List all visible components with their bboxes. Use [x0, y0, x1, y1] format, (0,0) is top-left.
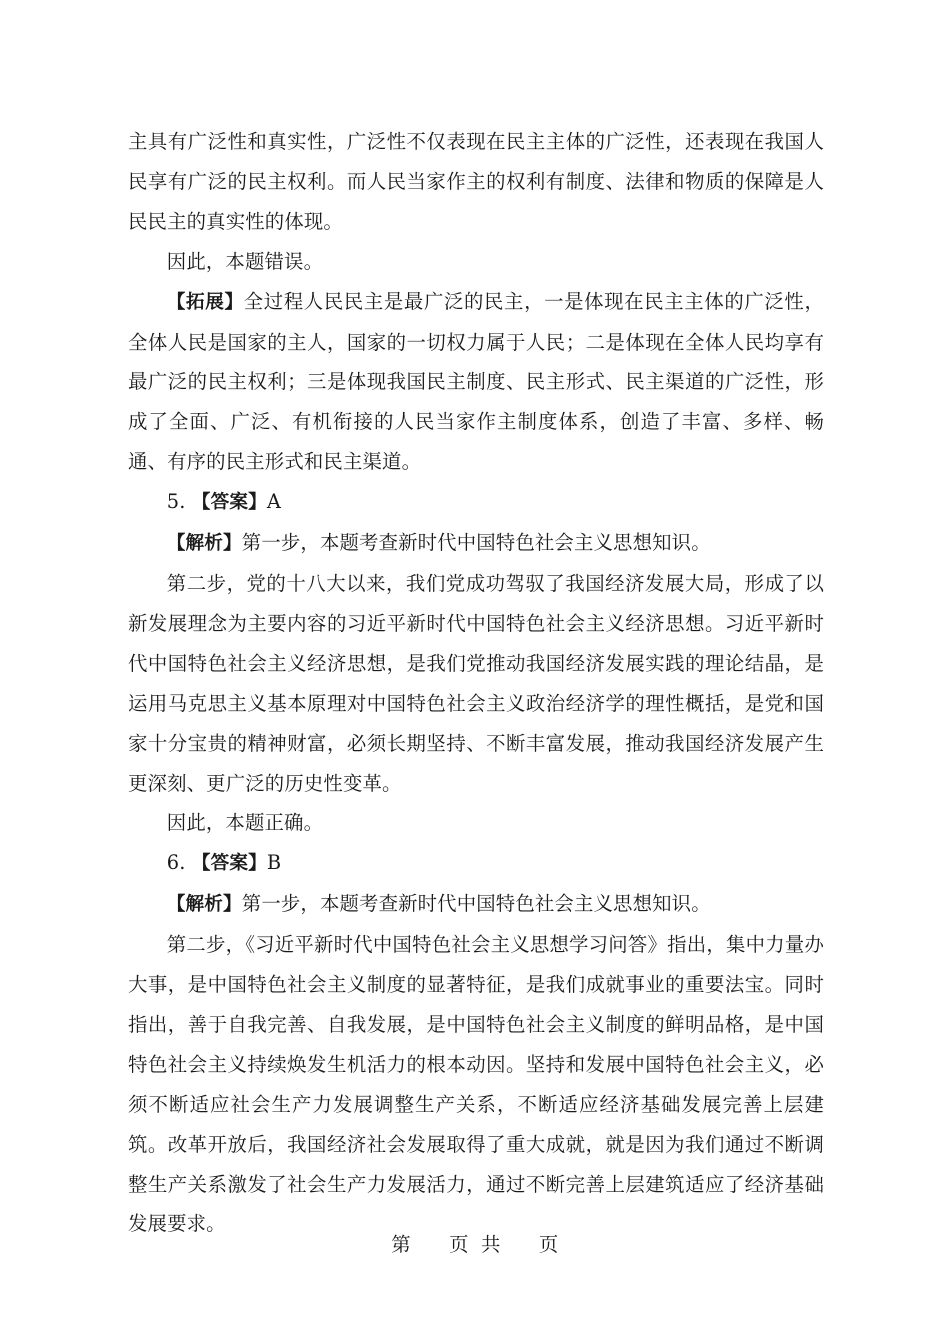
- extension-tag: 【拓展】: [166, 291, 244, 313]
- answer-tag: 【答案】: [191, 853, 267, 875]
- answer-5: [128, 482, 824, 523]
- analysis-6: [128, 884, 824, 925]
- paragraph-extension: [128, 282, 824, 483]
- paragraph-text: 第二步，党的十八大以来，我们党成功驾驭了我国经济发展大局，形成了以新发展理念为主要内容的习近平新时代中国特色社会主义经济思想。习近平新时代中国特色社会主义经济思想，是我们党推动我国经济发展实践的理论结晶，是运用马克思主义基本原理对中国特色社会主义政治经济学的理性概括，是党和国家十分宝贵的精神财富，必须长期坚持、不断丰富发展，推动我国经济发展产生更深刻、更广泛的历史性变革。: [128, 571, 824, 795]
- footer-gong: 共: [481, 1233, 501, 1256]
- paragraph-text: 第一步，本题考查新时代中国特色社会主义思想知识。: [241, 531, 711, 555]
- answer-value: B: [266, 851, 282, 875]
- question-number: 6.: [166, 851, 192, 875]
- paragraph-step2-q6: [128, 925, 824, 1244]
- paragraph-text: 因此，本题正确。: [166, 811, 324, 835]
- page-footer: [0, 1230, 950, 1260]
- answer-6: [128, 843, 824, 884]
- question-number: 5.: [166, 490, 192, 514]
- paragraph-text: 主具有广泛性和真实性，广泛性不仅表现在民主主体的广泛性，还表现在我国人民享有广泛的民主权利。而人民当家作主的权利有制度、法律和物质的保障是人民民主的真实性的体现。: [128, 130, 824, 233]
- paragraph-text: 第二步，《习近平新时代中国特色社会主义思想学习问答》指出，集中力量办大事，是中国特色社会主义制度的显著特征，是我们成就事业的重要法宝。同时指出，善于自我完善、自我发展，是中国特色社会主义制度的鲜明品格，是中国特色社会主义持续焕发生机活力的根本动因。坚持和发展中国特色社会主义，必须不断适应社会生产力发展调整生产关系，不断适应经济基础发展完善上层建筑。改革开放后，我国经济社会发展取得了重大成就，就是因为我们通过不断调整生产关系激发了社会生产力发展活力，通过不断完善上层建筑适应了经济基础发展要求。: [128, 933, 824, 1236]
- paragraph-text: 全过程人民民主是最广泛的民主，一是体现在民主主体的广泛性，全体人民是国家的主人，国家的一切权力属于人民；二是体现在全体人民均享有最广泛的民主权利；三是体现我国民主制度、民主形式、民主渠道的广泛性，形成了全面、广泛、有机衔接的人民当家作主制度体系，创造了丰富、多样、畅通、有序的民主形式和民主渠道。: [128, 289, 824, 474]
- paragraph-text: 第一步，本题考查新时代中国特色社会主义思想知识。: [241, 892, 711, 916]
- paragraph-text: 因此，本题错误。: [166, 249, 324, 273]
- footer-ye: 页: [449, 1233, 469, 1256]
- answer-value: A: [266, 490, 282, 514]
- footer-di: 第: [391, 1233, 412, 1256]
- paragraph-2: [128, 242, 824, 282]
- conclusion-5: [128, 803, 824, 843]
- paragraph-1: [128, 122, 824, 242]
- analysis-tag: 【解析】: [166, 894, 242, 916]
- footer-ye-total: 页: [538, 1233, 559, 1256]
- analysis-5: [128, 523, 824, 564]
- paragraph-step2-q5: [128, 564, 824, 803]
- answer-tag: 【答案】: [191, 492, 267, 514]
- analysis-tag: 【解析】: [166, 533, 242, 555]
- document-body: [128, 122, 824, 1244]
